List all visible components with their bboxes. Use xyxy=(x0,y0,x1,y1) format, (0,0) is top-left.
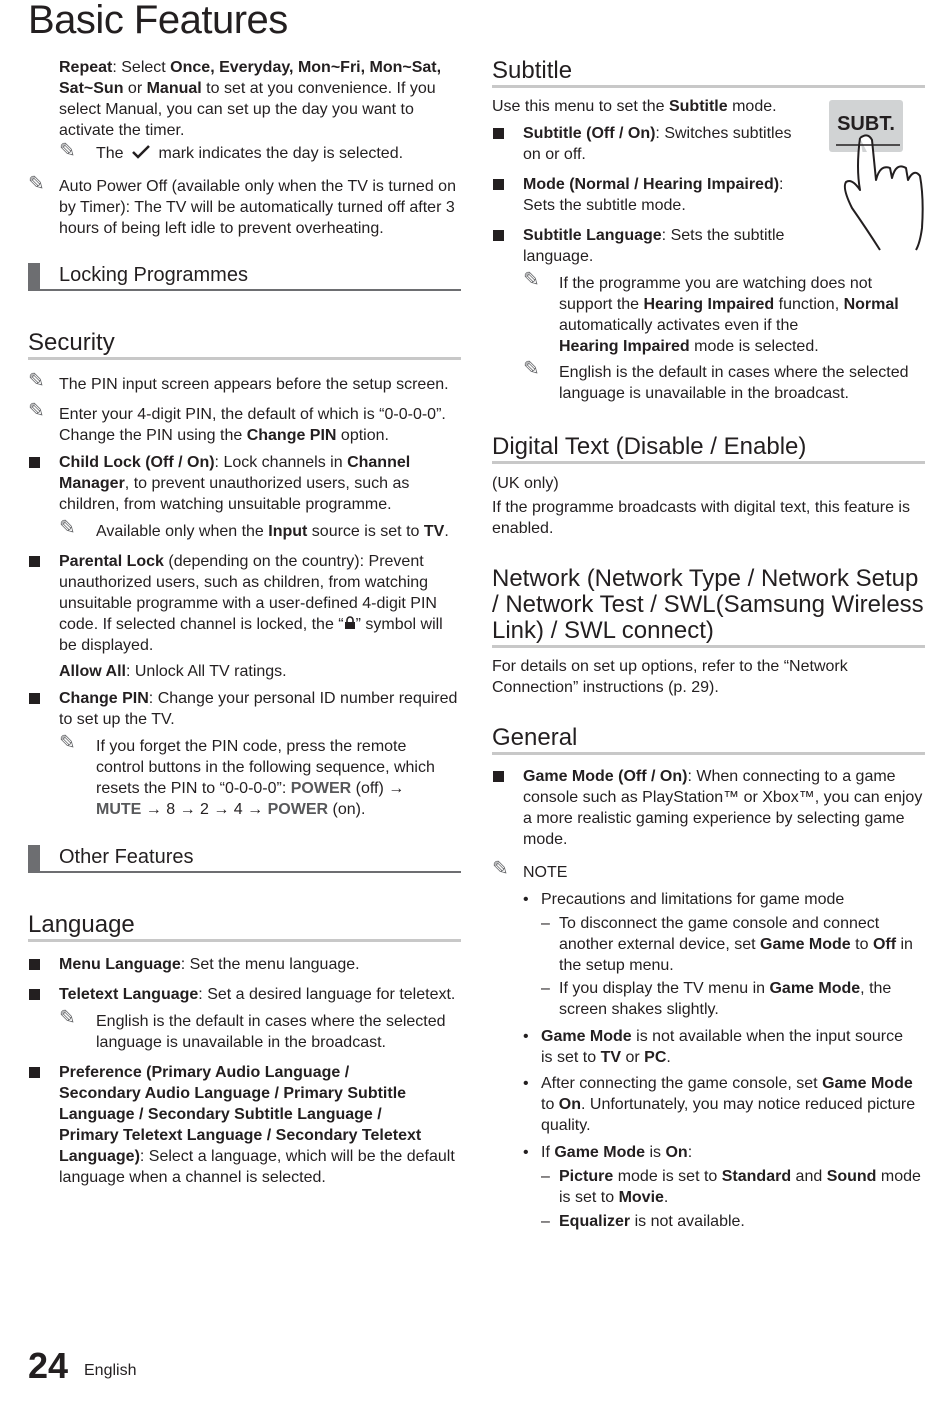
checkmark-icon xyxy=(131,144,151,160)
change-pin-note: If you forget the PIN code, press the remote control buttons in the following sequence, which resets the PIN to “0-0-0-0”: POWER (off) → MUTE → 8 → 2 → 4 → POWER (on). xyxy=(96,738,435,818)
game-mode-item: Game Mode (Off / On): When connecting to a game console such as PlayStation™ or Xbox™, you can enjoy a more realistic gaming experience by selecting game mode. xyxy=(523,768,923,848)
page-title: Basic Features xyxy=(28,0,288,42)
subtitle-onoff-item: Subtitle (Off / On): Switches subtitles on or off. xyxy=(523,125,792,163)
bullet-square xyxy=(29,693,40,704)
note-icon: ✎ xyxy=(59,517,76,539)
note-icon: ✎ xyxy=(59,732,76,754)
footer-language: English xyxy=(84,1362,137,1379)
digital-text-body: (UK only) If the programme broadcasts with digital text, this feature is enabled. xyxy=(492,475,910,537)
dash: – xyxy=(541,1168,550,1185)
security-heading: Security xyxy=(28,329,115,356)
bullet-square xyxy=(493,771,504,782)
dash: – xyxy=(541,915,550,932)
divider xyxy=(492,85,925,88)
bullet-square xyxy=(29,556,40,567)
note-icon: ✎ xyxy=(492,858,509,880)
note-icon: ✎ xyxy=(59,140,76,162)
bullet-square xyxy=(493,179,504,190)
other-features-heading: Other Features xyxy=(59,846,194,868)
lock-icon xyxy=(344,616,356,630)
digital-text-heading: Digital Text (Disable / Enable) xyxy=(492,433,807,460)
menu-language-item: Menu Language: Set the menu language. xyxy=(59,956,360,973)
if-game-mode-item: If Game Mode is On: xyxy=(541,1144,693,1161)
divider xyxy=(492,461,925,464)
child-lock-note: Available only when the Input source is set to TV. xyxy=(96,523,449,540)
allow-all-line: Allow All: Unlock All TV ratings. xyxy=(59,663,287,680)
bullet-square xyxy=(29,457,40,468)
subt-button-illustration: SUBT. xyxy=(829,100,903,152)
section-bar xyxy=(28,263,40,290)
note-icon: ✎ xyxy=(523,358,540,380)
language-heading: Language xyxy=(28,911,135,938)
bullet-square xyxy=(29,989,40,1000)
dash: – xyxy=(541,980,550,997)
teletext-note: English is the default in cases where the selected language is unavailable in the broadcast. xyxy=(96,1013,446,1051)
pin-note-1: The PIN input screen appears before the setup screen. xyxy=(59,376,449,393)
child-lock-item: Child Lock (Off / On): Lock channels in Channel Manager, to prevent unauthorized users, such as children, from watching unsuitable programme. xyxy=(59,454,411,513)
general-heading: General xyxy=(492,724,578,751)
dash: – xyxy=(541,1213,550,1230)
network-body: For details on set up options, refer to the “Network Connection” instructions (p. 29). xyxy=(492,658,848,696)
subtitle-heading: Subtitle xyxy=(492,57,573,84)
subtitle-note-2: English is the default in cases where the selected language is unavailable in the broadcast. xyxy=(559,364,909,402)
hand-pointer-icon xyxy=(830,128,930,253)
after-connecting-item: After connecting the game console, set Game Mode to On. Unfortunately, you may notice reduced picture quality. xyxy=(541,1075,916,1134)
bullet-square xyxy=(29,959,40,970)
auto-power-off-note: Auto Power Off (available only when the TV is turned on by Timer): The TV will be automatically turned off after 3 hours of being left idle to prevent overheating. xyxy=(59,178,456,237)
locking-heading: Locking Programmes xyxy=(59,264,248,286)
bullet-square xyxy=(29,1067,40,1078)
network-heading: Network (Network Type / Network Setup / Network Test / SWL(Samsung Wireless Link) / SWL connect) xyxy=(492,565,924,644)
not-available-item: Game Mode is not available when the input source is set to TV or PC. xyxy=(541,1028,903,1066)
pin-note-2: Enter your 4-digit PIN, the default of which is “0-0-0-0”. Change the PIN using the Change PIN option. xyxy=(59,406,446,444)
subtitle-mode-item: Mode (Normal / Hearing Impaired): Sets the subtitle mode. xyxy=(523,176,784,214)
precautions-item: Precautions and limitations for game mode xyxy=(541,891,845,908)
teletext-language-item: Teletext Language: Set a desired language for teletext. xyxy=(59,986,456,1003)
note-icon: ✎ xyxy=(28,400,45,422)
divider xyxy=(28,289,461,291)
screen-shake-item: If you display the TV menu in Game Mode, the screen shakes slightly. xyxy=(559,980,892,1018)
bullet-dot: • xyxy=(523,1028,529,1045)
note-icon: ✎ xyxy=(28,370,45,392)
bullet-square xyxy=(493,230,504,241)
change-pin-item: Change PIN: Change your personal ID number required to set up the TV. xyxy=(59,690,458,728)
subtitle-note-1: If the programme you are watching does not support the Hearing Impaired function, Normal automatically activates even if the Hearing Impaired mode is selected. xyxy=(559,275,899,355)
repeat-item: Repeat: Select Once, Everyday, Mon~Fri, Mon~Sat, Sat~Sun or Manual to set at you convenience. If you select Manual, you can set up the day you want to activate the timer. xyxy=(59,59,442,139)
parental-lock-item: Parental Lock (depending on the country): Prevent unauthorized users, such as children, from watching unsuitable programme with a user-defined 4-digit PIN code. If selected channel is locked, the “ ” symbol will be displayed. xyxy=(59,553,443,654)
section-bar xyxy=(28,845,40,872)
divider xyxy=(28,939,461,942)
note-icon: ✎ xyxy=(59,1007,76,1029)
equalizer-item: Equalizer is not available. xyxy=(559,1213,745,1230)
picture-mode-item: Picture mode is set to Standard and Sound mode is set to Movie. xyxy=(559,1168,921,1206)
divider xyxy=(492,645,925,648)
divider xyxy=(28,357,461,360)
bullet-dot: • xyxy=(523,1075,529,1092)
repeat-note: The mark indicates the day is selected. xyxy=(96,145,404,162)
bullet-dot: • xyxy=(523,891,529,908)
bullet-square xyxy=(493,128,504,139)
preference-item: Preference (Primary Audio Language / Secondary Audio Language / Primary Subtitle Language / Secondary Subtitle Language / Primary Teletext Language / Secondary Teletext Language): Select a language, which will be the default language when a channel is selected. xyxy=(59,1064,455,1186)
subtitle-intro: Use this menu to set the Subtitle mode. xyxy=(492,98,777,115)
subtitle-language-item: Subtitle Language: Sets the subtitle language. xyxy=(523,227,785,265)
disconnect-item: To disconnect the game console and connect another external device, set Game Mode to Off in the setup menu. xyxy=(559,915,913,974)
divider xyxy=(492,752,925,755)
note-label: NOTE xyxy=(523,864,568,881)
bullet-dot: • xyxy=(523,1144,529,1161)
divider xyxy=(28,871,461,873)
page-number: 24 xyxy=(28,1345,69,1386)
note-icon: ✎ xyxy=(523,269,540,291)
note-icon: ✎ xyxy=(28,173,45,195)
